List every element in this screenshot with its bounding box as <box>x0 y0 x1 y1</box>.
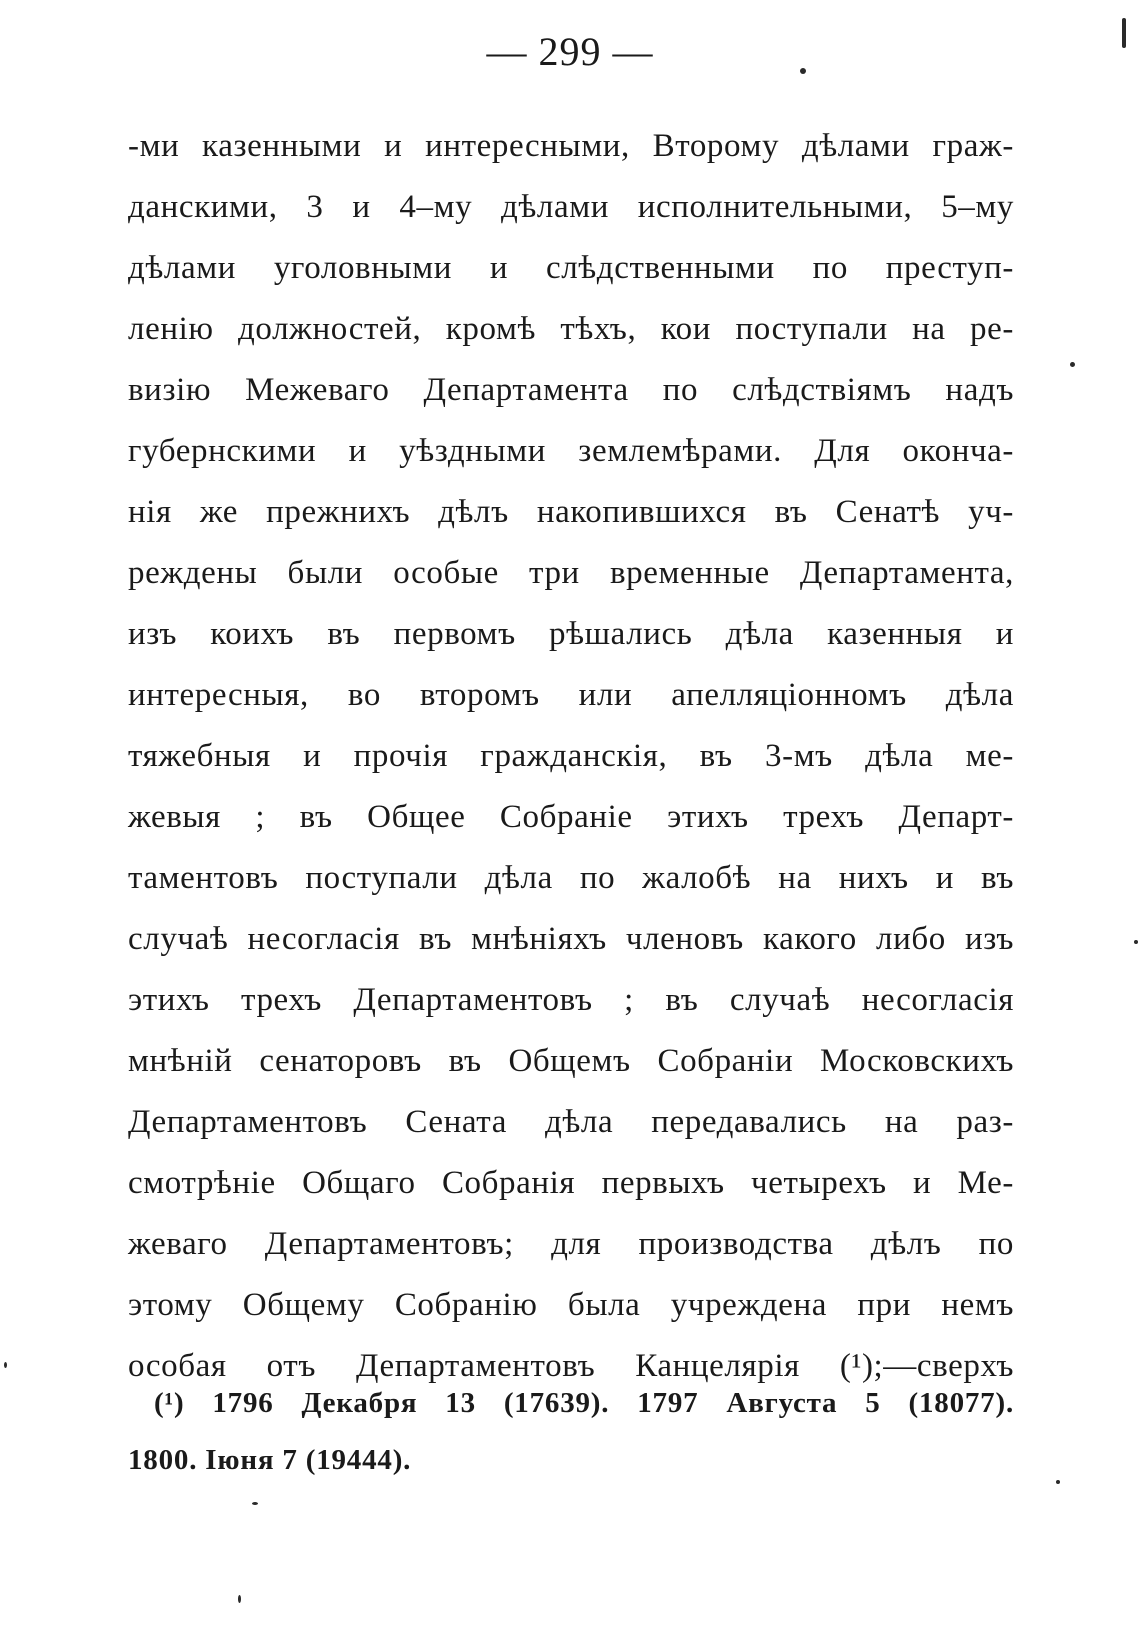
scan-speck <box>252 1502 258 1505</box>
footnote-line-1: (¹) 1796 Декабря 13 (17639). 1797 Августа 5 (18077). <box>154 1387 1014 1419</box>
text-line-21: особая отъ Департаментовъ Канцелярія (¹);—сверхъ <box>128 1348 1014 1384</box>
text-line-7: нія же прежнихъ дѣлъ накопившихся въ Сенатѣ уч- <box>128 494 1014 530</box>
text-line-5: визію Межеваго Департамента по слѣдствіямъ надъ <box>128 372 1014 408</box>
text-line-1: -ми казенными и интересными, Второму дѣлами граж- <box>128 128 1014 164</box>
text-line-8: реждены были особые три временные Департамента, <box>128 555 1014 591</box>
scan-speck <box>1122 18 1126 48</box>
text-line-13: таментовъ поступали дѣла по жалобѣ на нихъ и въ <box>128 860 1014 896</box>
text-line-19: жеваго Департаментовъ; для производства дѣлъ по <box>128 1226 1014 1262</box>
text-line-18: смотрѣніе Общаго Собранія первыхъ четырехъ и Ме- <box>128 1165 1014 1201</box>
text-line-4: ленію должностей, кромѣ тѣхъ, кои поступали на ре- <box>128 311 1014 347</box>
text-line-14: случаѣ несогласія въ мнѣніяхъ членовъ какого либо изъ <box>128 921 1014 957</box>
text-line-15: этихъ трехъ Департаментовъ ; въ случаѣ несогласія <box>128 982 1014 1018</box>
text-line-9: изъ коихъ въ первомъ рѣшались дѣла казенныя и <box>128 616 1014 652</box>
scan-speck <box>1056 1480 1060 1484</box>
footnote-line-2: 1800. Іюня 7 (19444). <box>128 1444 412 1476</box>
text-line-17: Департаментовъ Сената дѣла передавались на раз- <box>128 1104 1014 1140</box>
scan-speck <box>1070 362 1075 367</box>
text-line-20: этому Общему Собранію была учреждена при немъ <box>128 1287 1014 1323</box>
scan-speck <box>238 1595 241 1603</box>
text-line-3: дѣлами уголовными и слѣдственными по преступ- <box>128 250 1014 286</box>
text-line-10: интересныя, во второмъ или апелляціонномъ дѣла <box>128 677 1014 713</box>
scan-speck <box>800 68 806 74</box>
footnotes <box>128 1375 1014 1489</box>
page-number: — 299 — <box>486 29 654 74</box>
text-line-11: тяжебныя и прочія гражданскія, въ 3-мъ дѣла ме- <box>128 738 1014 774</box>
text-line-12: жевыя ; въ Общее Собраніе этихъ трехъ Департ- <box>128 799 1014 835</box>
scan-speck <box>4 1362 7 1368</box>
text-line-6: губернскими и уѣздными землемѣрами. Для оконча- <box>128 433 1014 469</box>
text-line-16: мнѣній сенаторовъ въ Общемъ Собраніи Московскихъ <box>128 1043 1014 1079</box>
text-line-2: данскими, 3 и 4–му дѣлами исполнительными, 5–му <box>128 189 1014 225</box>
scan-speck <box>1134 940 1138 944</box>
body-text <box>128 116 1014 1397</box>
